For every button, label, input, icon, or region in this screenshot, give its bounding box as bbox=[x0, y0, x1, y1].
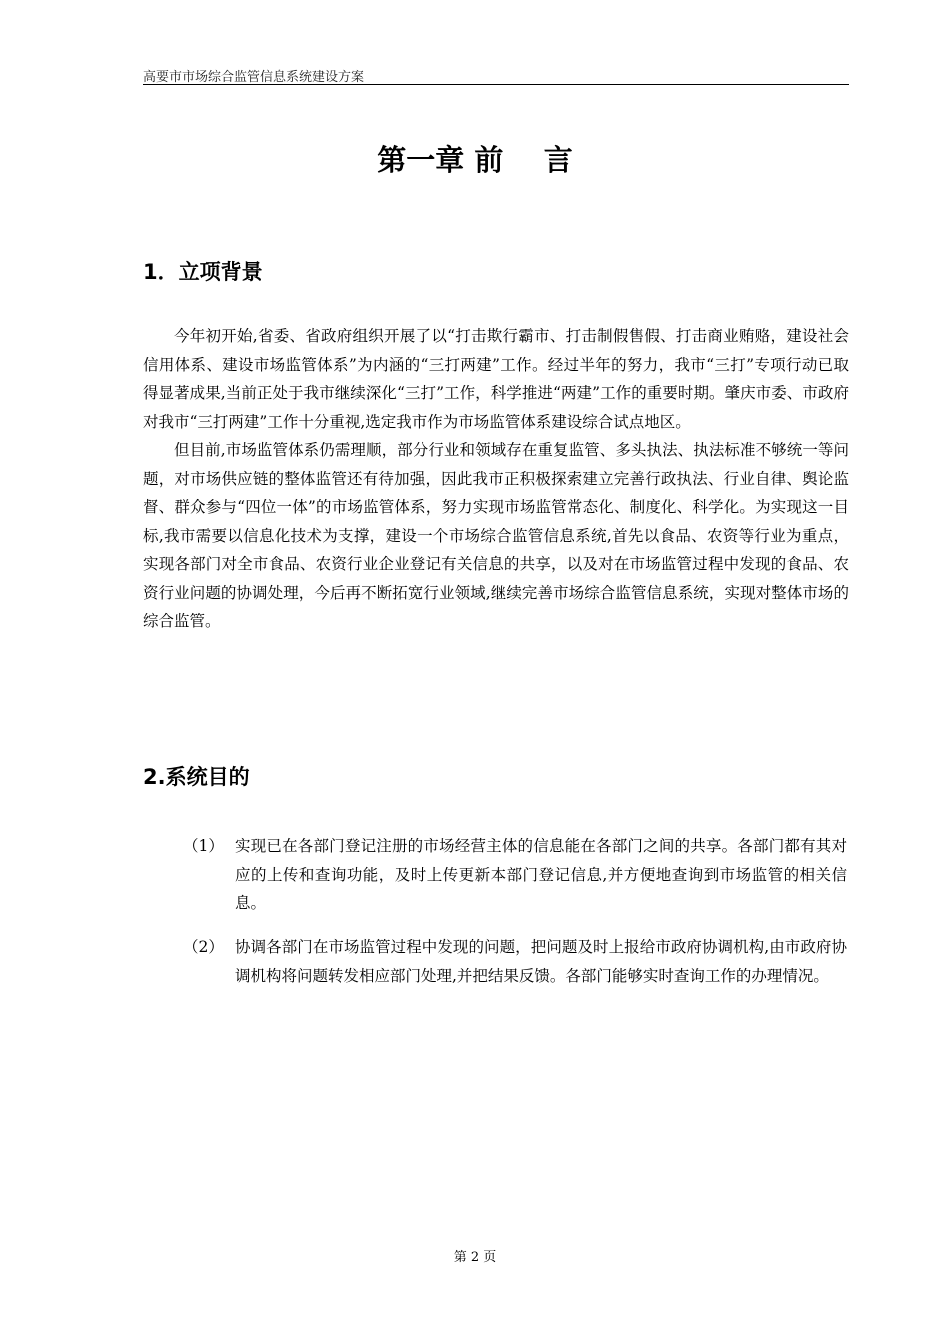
paragraph: 今年初开始,省委、省政府组织开展了以“打击欺行霸市、打击制假售假、打击商业贿赂，建设社会信用体系、建设市场监管体系”为内涵的“三打两建”工作。经过半年的努力，我市“三打”专项行动已取得显著成果,当前正处于我市继续深化“三打”工作，科学推进“两建”工作的重要时期。肇庆市委、市政府对我市“三打两建”工作十分重视,选定我市作为市场监管体系建设综合试点地区。 bbox=[143, 327, 849, 431]
section-heading-purpose: 2.系统目的 bbox=[143, 765, 250, 789]
running-header: 高要市市场综合监管信息系统建设方案 bbox=[143, 70, 365, 85]
section-body-background bbox=[143, 322, 849, 636]
list-item-number: （2） bbox=[183, 938, 224, 956]
list-item-number: （1） bbox=[183, 837, 224, 855]
header-divider bbox=[143, 84, 849, 85]
section-heading-background: 1．立项背景 bbox=[143, 260, 263, 284]
list-item-text: 协调各部门在市场监管过程中发现的问题，把问题及时上报给市政府协调机构,由市政府协调机构将问题转发相应部门处理,并把结果反馈。各部门能够实时查询工作的办理情况。 bbox=[235, 938, 847, 985]
list-item-text: 实现已在各部门登记注册的市场经营主体的信息能在各部门之间的共享。各部门都有其对应的上传和查询功能，及时上传更新本部门登记信息,并方便地查询到市场监管的相关信息。 bbox=[235, 837, 847, 912]
chapter-title: 第一章 前 言 bbox=[377, 143, 573, 177]
paragraph: 但目前,市场监管体系仍需理顺，部分行业和领域存在重复监管、多头执法、执法标准不够统一等问题，对市场供应链的整体监管还有待加强，因此我市正积极探索建立完善行政执法、行业自律、舆论监督、群众参与“四位一体”的市场监管体系，努力实现市场监管常态化、制度化、科学化。为实现这一目标,我市需要以信息化技术为支撑，建设一个市场综合监管信息系统,首先以食品、农资等行业为重点，实现各部门对全市食品、农资行业企业登记有关信息的共享，以及对在市场监管过程中发现的食品、农资行业问题的协调处理，今后再不断拓宽行业领域,继续完善市场综合监管信息系统，实现对整体市场的综合监管。 bbox=[143, 441, 849, 630]
page-number: 第 2 页 bbox=[453, 1250, 497, 1265]
